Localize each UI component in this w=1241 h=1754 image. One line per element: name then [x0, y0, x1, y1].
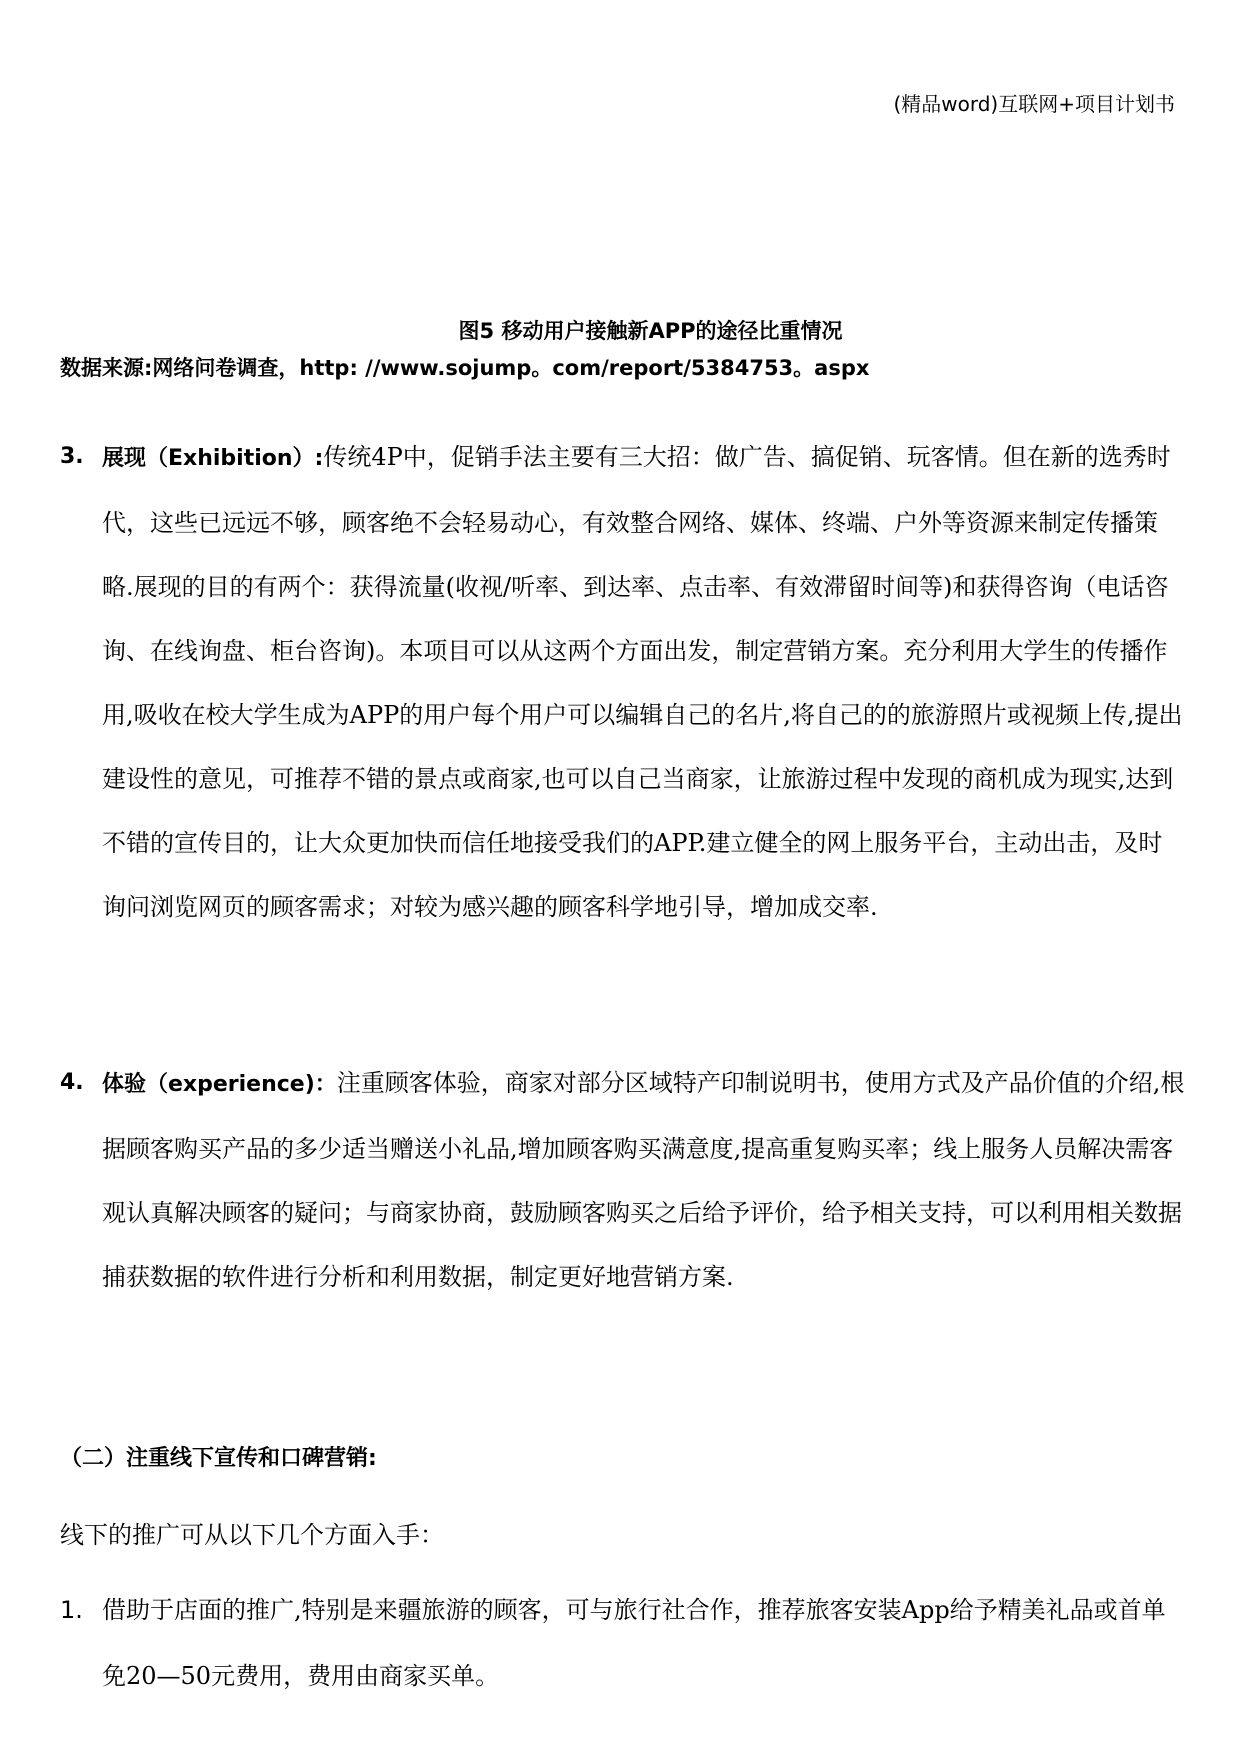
figure-source: 数据来源:网络问卷调查，http: //www.sojump。com/report/5384753。aspx: [60, 356, 870, 380]
list-item-exhibition: [60, 425, 1185, 939]
item-title: 展现（Exhibition）:: [102, 446, 324, 471]
sub-item-text: 借助于店面的推广,特别是来疆旅游的顾客，可与旅行社合作，推荐旅客安装App给予精美礼品或首单免20—50元费用，费用由商家买单。: [102, 1596, 1166, 1690]
figure-caption: 图5 移动用户接触新APP的途径比重情况: [458, 319, 843, 343]
item-body: [102, 1051, 1185, 1309]
section-heading: （二）注重线下宣传和口碑营销:: [60, 1446, 377, 1471]
sub-list-item: [60, 1577, 1185, 1709]
sub-item-number: 1.: [60, 1596, 83, 1624]
item-text: 传统4P中，促销手法主要有三大招：做广告、搞促销、玩客情。但在新的选秀时代，这些已远远不够，顾客绝不会轻易动心，有效整合网络、媒体、终端、户外等资源来制定传播策略.展现的目的有两个：获得流量(收视/听率、到达率、点击率、有效滞留时间等)和获得咨询（电话咨询、在线询盘、柜台咨询)。本项目可以从这两个方面出发，制定营销方案。充分利用大学生的传播作用,吸收在校大学生成为APP的用户每个用户可以编辑自己的名片,将自己的的旅游照片或视频上传,提出建设性的意见，可推荐不错的景点或商家,也可以自己当商家，让旅游过程中发现的商机成为现实,达到不错的宣传目的，让大众更加快而信任地接受我们的APP.建立健全的网上服务平台，主动出击，及时询问浏览网页的顾客需求；对较为感兴趣的顾客科学地引导，增加成交率.: [102, 443, 1183, 921]
item-body: [102, 425, 1185, 939]
list-item-experience: [60, 1051, 1185, 1309]
section-intro: 线下的推广可从以下几个方面入手：: [60, 1521, 444, 1549]
item-number: 4.: [60, 1070, 84, 1095]
item-title: 体验（experience)：: [102, 1072, 337, 1097]
item-number: 3.: [60, 444, 84, 469]
item-text: 注重顾客体验，商家对部分区域特产印制说明书，使用方式及产品价值的介绍,根据顾客购买产品的多少适当赠送小礼品,增加顾客购买满意度,提高重复购买率；线上服务人员解决需客观认真解决顾客的疑问；与商家协商，鼓励顾客购买之后给予评价，给予相关支持，可以利用相关数据捕获数据的软件进行分析和利用数据，制定更好地营销方案.: [102, 1069, 1185, 1291]
running-header: (精品word)互联网+项目计划书: [893, 92, 1175, 116]
